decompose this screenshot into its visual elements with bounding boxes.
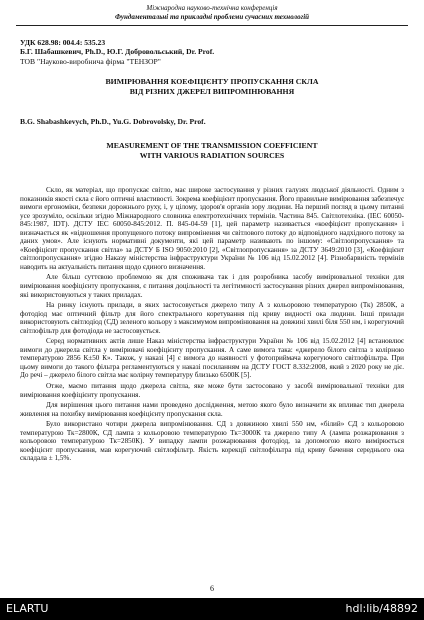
paragraph: Скло, як матеріал, що пропускає світло, має широке застосування у різних галузях людської діяльності. Одним з показників якості скла є його оптичні властивості. Зокрема коефіцієнт пропускання. Його правильне вимірювання забезпечує вимоги ергономіки, безпеки дорожнього руху, і, у цілому, здоров'я органів зору людини. На перший погляд в цьому питанні усе зрозуміло, оскільки згідно Міжнародного словника електротехнічних термінів. Частина 845. Світлотехніка. (IEC 60050-845:1987, IDT). ДСТУ IEC 60050-845:2012. П. 845-04-59 [1], цей параметр називається «коефіцієнт пропускання» і визначається як «відношення пропущеного потоку випромінення чи світлового потоку до відповідного надхідного потоку за даних умов». Але існують нормативні документи, які цей параметр називають по іншому: «Світлопропускання» та «Коефіцієнт пропускання світла» за ДСТУ Б ISO 9050:2010 [2], «Світлопропускання» за ДСТУ 3649:2010 [3], «Коефіцієнт світлопропускання» згідно Наказу міністерства інфраструктури України № 106 від 15.02.2012 [4]. Різнобарвність термінів наводить на актуальність питання щодо єдиного визначення. [20,186,404,271]
title-en [0,141,424,160]
title-en-line2: WITH VARIOUS RADIATION SOURCES [139,150,285,160]
page-number: 6 [210,584,214,593]
title-en-line1: MEASUREMENT OF THE TRANSMISSION COEFFICIENT [106,141,318,150]
article-body [20,186,404,465]
organization: ТОВ "Науково-виробнича фірма "ТЕНЗОР" [20,56,161,66]
paragraph: Але більш суттєвою проблемою як для споживача так і для розробника засобу вимірювальної техніки для вимірювання коефіцієнту пропускання, є питання доцільності та легітимності застосування різних джерел випромінювання, які використовуються у таких приладах. [20,273,404,299]
conference-subtitle: Фундаментальні та прикладні проблеми сучасних технологій [114,13,310,21]
title-uk [0,77,424,96]
paragraph: Отже, маємо питання щодо джерела світла, яке може бути застосовано у засобі вимірювальної техніки для вимірювання коефіцієнту пропускання. [20,382,404,399]
repository-footer [0,598,424,620]
authors-uk: Б.Г. Шабашкевич, Ph.D., Ю.Г. Добровольський, Dr. Prof. [20,47,215,57]
handle-link[interactable]: hdl:lib/48892 [345,602,418,615]
title-uk-line2: ВІД РІЗНИХ ДЖЕРЕЛ ВИПРОМІНЮВАННЯ [129,86,295,96]
title-uk-line1: ВИМІРЮВАННЯ КОЕФІЦІЄНТУ ПРОПУСКАННЯ СКЛА [105,77,319,86]
conference-header [0,4,424,22]
paragraph: Для вирішення цього питання нами проведено дослідження, метою якого було визначити як впливає тип джерела живлення на похибку вимірювання коефіцієнту пропускання скла. [20,401,404,418]
header-divider [16,25,408,26]
paragraph: Було використано чотири джерела випромінювання. СД з довжиною хвилі 550 нм, «білий» СД з кольоровою температурою Тк=2800К, СД лампа з кольоровою температурою Тк=3000К та джерело типу А (лампа розжарювання з кольоровою температурою Тк=2850К). У випадку лампи розжарювання фотодіод, за допомогою якого вимірюється коефіцієнт пропускання, мав корегуючий світлофільтр. Якість корекції світлофільтра під криву бачення середнього ока складала ± 1,5%. [20,420,404,463]
udc-code: УДК 628.98: 004.4: 535.23 [20,38,106,47]
repository-name: ELARTU [6,602,49,615]
conference-name: Міжнародна науково-технічна конференція [146,4,278,12]
article-meta [20,38,214,66]
paragraph: На ринку існують прилади, в яких застосовується джерело типу А з кольоровою температурою (Тк) 2850К, а фотодіод має оптичний фільтр для його спектрального коретування під криву видності ока людини. Інші прилади використовують світлодіод (СД) зеленого кольору з максимумом випромінювання на довжині хвилі біля 550 нм, і корегуючий світлофільтр для фотодіода не застосовується. [20,301,404,335]
authors-en: B.G. Shabashkevych, Ph.D., Yu.G. Dobrovolsky, Dr. Prof. [20,117,206,126]
paragraph: Серед нормативних актів лише Наказ міністерства інфраструктури України № 106 від 15.02.2012 [4] встановлює вимоги до джерела світла у вимірювачі коефіцієнту пропускання. А саме вимога така: «джерело білого світла з колірною температурою 2856 К±50 К». Також, у наказі [4] є вимога до наявності у фотоприймача корегуючого світлофільтра. При цьому вимоги до такого фільтра регламентуються у наказі посиланням на ДСТУ ГОСТ 8.332:2008, який з 2020 року не діє. До речі – джерело білого світла має колірну температуру близько 6500К [5]. [20,337,404,380]
